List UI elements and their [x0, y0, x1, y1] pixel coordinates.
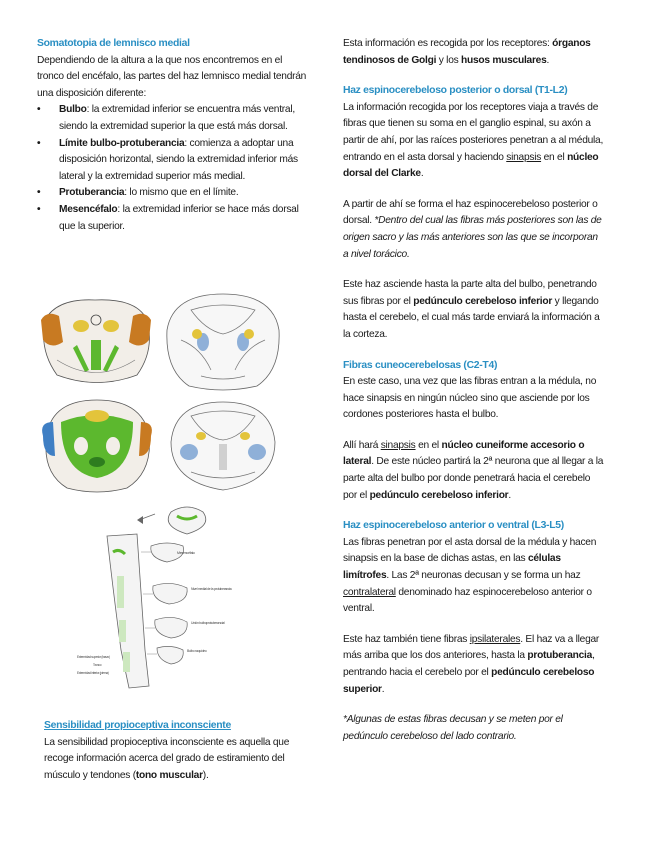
list-item-text: : lo mismo que en el límite. [124, 187, 239, 199]
posterior-paragraph-2: A partir de ahí se forma el haz espinocerebeloso posterior o dorsal. *Dentro del cual las fibras más posteriores son las de origen sacro y las más anteriores son las que se incorporan a nivel torácico. [343, 198, 602, 260]
anterior-paragraph-1: Las fibras penetran por el asta dorsal de la médula y hacen sinapsis en la base de dichas astas, en las células limítrofes. Las 2ª neuronas decusan y se forma un haz contralateral denominado haz espinocerebeloso anterior o ventral. [343, 536, 597, 615]
somatotopia-intro: Dependiendo de la altura a la que nos encontremos en el tronco del encéfalo, las partes del haz lemnisco medial tendrán una disposición diferente: [37, 54, 307, 99]
figure-label: Mesencéfalo [177, 551, 195, 555]
receptores-paragraph: Esta información es recogida por los receptores: órganos tendinosos de Golgi y los husos musculares. [343, 38, 591, 66]
figure-mesencephalon-colored [41, 300, 151, 383]
figure-label: Extremidad superior (brazo) [77, 655, 110, 659]
list-item-text: : comienza a adoptar una disposición horizontal, siendo la extremidad inferior más lateral y la extremidad superior más medial. [59, 137, 298, 182]
figure-label: Nivel medial de la protuberancia [191, 587, 232, 591]
list-item-term: Mesencéfalo [59, 203, 118, 215]
figure-lemniscus-pathway [77, 507, 232, 688]
list-item-term: Protuberancia [59, 187, 125, 199]
anterior-paragraph-2: Este haz también tiene fibras ipsilaterales. El haz va a llegar más arriba que los dos anteriores, hasta la protuberancia, pentrando hacia el cerebelo por el pedúnculo cerebeloso superior. [343, 633, 600, 695]
figure-medulla-grayscale [171, 402, 275, 490]
figure-label: Unión bulboprotuberancial [191, 621, 225, 625]
figure-label: Extremidad inferior (pierna) [77, 671, 109, 675]
posterior-heading: Haz espinocerebeloso posterior o dorsal (T1-L2) [343, 85, 568, 97]
figure-pons-grayscale [167, 294, 279, 390]
list-item-text: : la extremidad inferior se encuentra más ventral, siendo la extremidad superior la que está más dorsal. [59, 104, 295, 132]
cuneo-paragraph-1: En este caso, una vez que las fibras entran a la médula, no hace sinapsis en ningún núcleo sino que asciende por los cordones posteriores hasta el bulbo. [343, 376, 597, 421]
sensibilidad-paragraph: La sensibilidad propioceptiva inconsciente es aquella que recoge información acerca del grado de estiramiento del músculo y tendones (tono muscular). [44, 736, 290, 781]
sensibilidad-heading: Sensibilidad propioceptiva inconsciente [44, 720, 231, 731]
list-item [37, 185, 307, 202]
anterior-paragraph-3: *Algunas de estas fibras decusan y se meten por el pedúnculo cerebeloso del lado contrario. [343, 714, 563, 742]
cuneo-paragraph-2: Allí hará sinapsis en el núcleo cuneiforme accesorio o lateral. De este núcleo partirá la 2ª neurona que al llegar a la parte alta del bulbo por donde penetrará hacia el cerebelo por el pedúnculo cerebeloso inferior. [343, 439, 604, 501]
right-column [343, 36, 605, 745]
anterior-heading: Haz espinocerebeloso anterior o ventral (L3-L5) [343, 520, 564, 532]
figure-label: Bulbo raquídeo [187, 649, 207, 653]
list-item [37, 136, 307, 186]
posterior-paragraph-3: Este haz asciende hasta la parte alta del bulbo, penetrando sus fibras por el pedúnculo cerebeloso inferior y llegando hasta el cerebelo, el cual más tarde enviará la información a la corteza. [343, 279, 600, 340]
cuneo-heading: Fibras cuneocerebelosas (C2-T4) [343, 359, 498, 371]
list-item-text: : la extremidad inferior se hace más dorsal que la superior. [59, 203, 299, 232]
list-item-term: Bulbo [59, 104, 87, 116]
sensibilidad-section [44, 718, 306, 784]
figure-label: Tronco [93, 663, 102, 667]
list-item [37, 202, 307, 235]
list-item [37, 102, 307, 135]
brainstem-figures [37, 290, 287, 698]
figure-pons-colored [42, 400, 152, 492]
posterior-paragraph-1: La información recogida por los receptores viaja a través de fibras que tienen su soma en el ganglio espinal, su axón a partir de ahí, por las raíces posteriores penetran a al médula, entrando en el asta dorsal y haciendo sinapsis en el núcleo dorsal del Clarke. [343, 101, 604, 180]
somatotopia-list [37, 102, 307, 235]
list-item-term: Límite bulbo-protuberancia [59, 137, 185, 149]
left-column [37, 36, 307, 235]
somatotopia-heading: Somatotopia de lemnisco medial [37, 38, 190, 49]
